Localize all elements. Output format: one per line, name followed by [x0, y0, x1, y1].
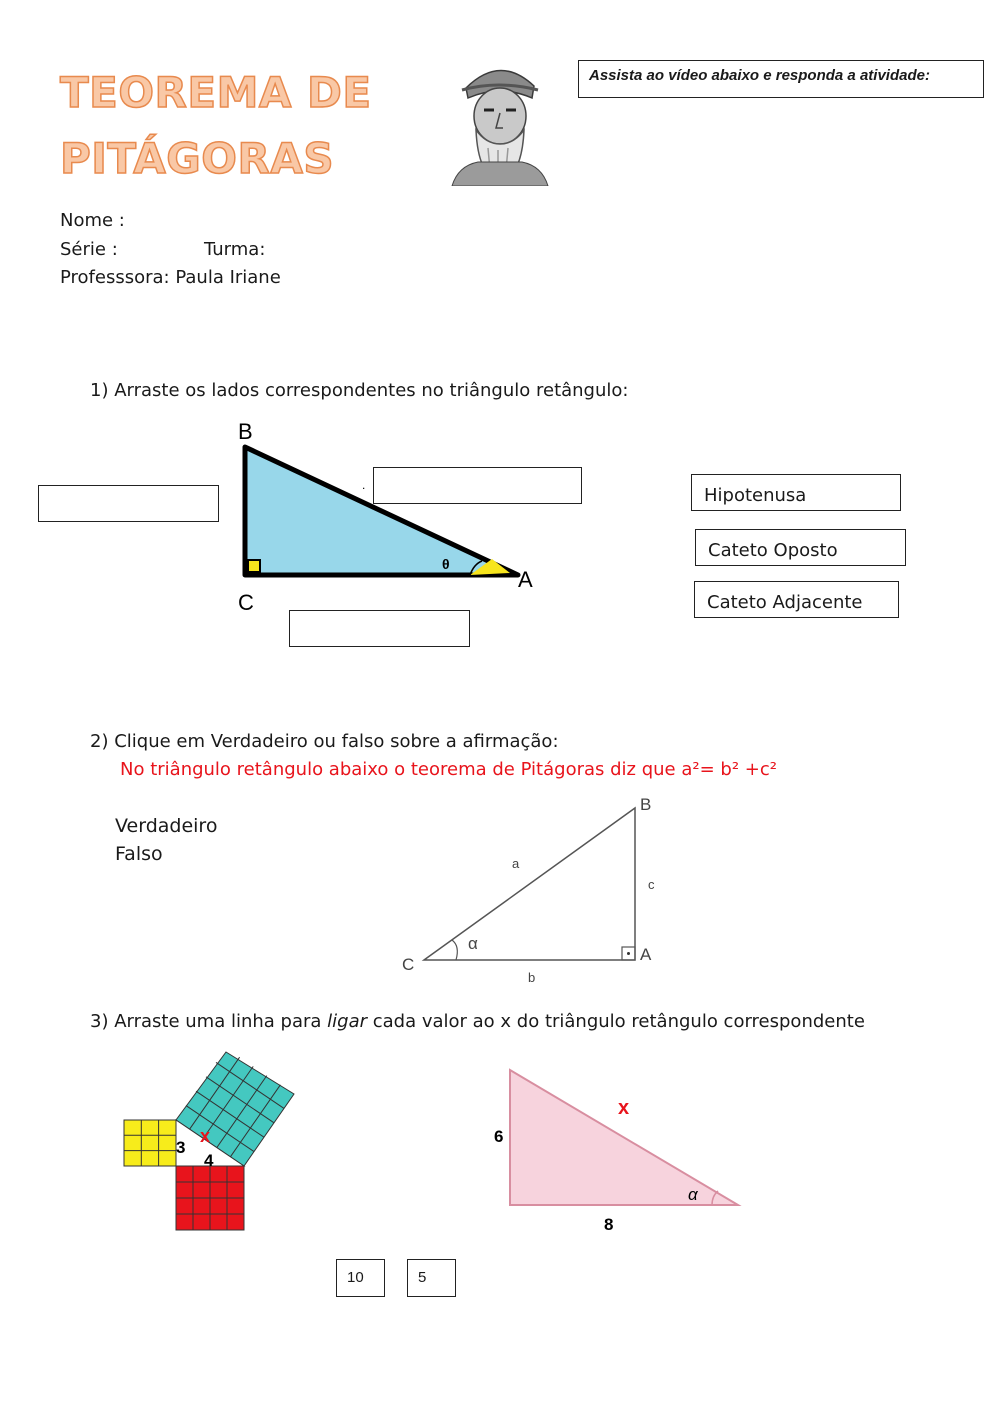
- q3-fig2-angle: α: [688, 1185, 698, 1204]
- q2-option-false[interactable]: Falso: [115, 843, 163, 865]
- pythagoras-bust-icon: [448, 58, 552, 186]
- q2-statement: No triângulo retângulo abaixo o teorema de Pitágoras diz que a²= b² +c²: [120, 759, 777, 780]
- q2-vertex-b: B: [640, 795, 652, 814]
- q3-prompt: 3) Arraste uma linha para ligar cada valor ao x do triângulo retângulo correspondente: [90, 1011, 865, 1032]
- q3-fig2-side2: 8: [604, 1215, 614, 1234]
- title-line-1: TEOREMA DE: [60, 68, 372, 117]
- q1-vertex-c: C: [238, 590, 254, 615]
- q3-answer-5[interactable]: 5: [407, 1259, 456, 1297]
- q3-yellow-square: [124, 1120, 176, 1166]
- q1-angle-label: θ: [442, 556, 450, 572]
- q1-vertex-b: B: [238, 419, 253, 444]
- q1-right-angle-marker: [248, 560, 260, 572]
- q1-triangle-figure: [230, 415, 550, 615]
- q3-pink-triangle-figure: [488, 1060, 750, 1240]
- q1-dot: .: [362, 478, 366, 492]
- teacher-label: Professsora: Paula Iriane: [60, 267, 281, 288]
- q2-triangle-figure: [398, 792, 668, 988]
- class-label: Turma:: [204, 239, 266, 260]
- q1-vertex-a: A: [518, 567, 533, 592]
- q3-fig1-side2: 4: [204, 1151, 214, 1170]
- q3-fig1-side1: 3: [176, 1138, 186, 1157]
- q3-fig2-side1: 6: [494, 1127, 504, 1146]
- label-cateto-adjacente[interactable]: Cateto Adjacente: [694, 581, 899, 618]
- q1-prompt: 1) Arraste os lados correspondentes no triângulo retângulo:: [90, 380, 629, 401]
- q3-pink-triangle: [510, 1070, 738, 1205]
- q2-vertex-c: C: [402, 955, 415, 974]
- q2-triangle: [424, 808, 635, 960]
- q3-fig1-unknown: x: [200, 1126, 211, 1146]
- q2-side-b: b: [528, 970, 536, 985]
- q1-drop-zone-hypotenuse[interactable]: [373, 467, 582, 504]
- label-cateto-oposto[interactable]: Cateto Oposto: [695, 529, 906, 566]
- q3-pythagoras-squares-figure: [118, 1050, 308, 1246]
- q3-fig2-unknown: x: [618, 1097, 630, 1119]
- q2-option-true[interactable]: Verdadeiro: [115, 815, 218, 837]
- q1-drop-zone-left[interactable]: [38, 485, 219, 522]
- name-label: Nome :: [60, 210, 125, 231]
- grade-label: Série :: [60, 239, 118, 260]
- label-hipotenusa[interactable]: Hipotenusa: [691, 474, 901, 511]
- q2-vertex-a: A: [640, 945, 652, 964]
- q2-side-a: a: [512, 856, 520, 871]
- title-line-2: PITÁGORAS: [60, 134, 335, 183]
- q3-answer-10[interactable]: 10: [336, 1259, 385, 1297]
- q2-angle: α: [468, 934, 478, 953]
- instruction-box: Assista ao vídeo abaixo e responda a atividade:: [578, 60, 984, 98]
- q2-prompt: 2) Clique em Verdadeiro ou falso sobre a afirmação:: [90, 731, 559, 752]
- q2-side-c: c: [648, 877, 655, 892]
- q1-drop-zone-bottom[interactable]: [289, 610, 470, 647]
